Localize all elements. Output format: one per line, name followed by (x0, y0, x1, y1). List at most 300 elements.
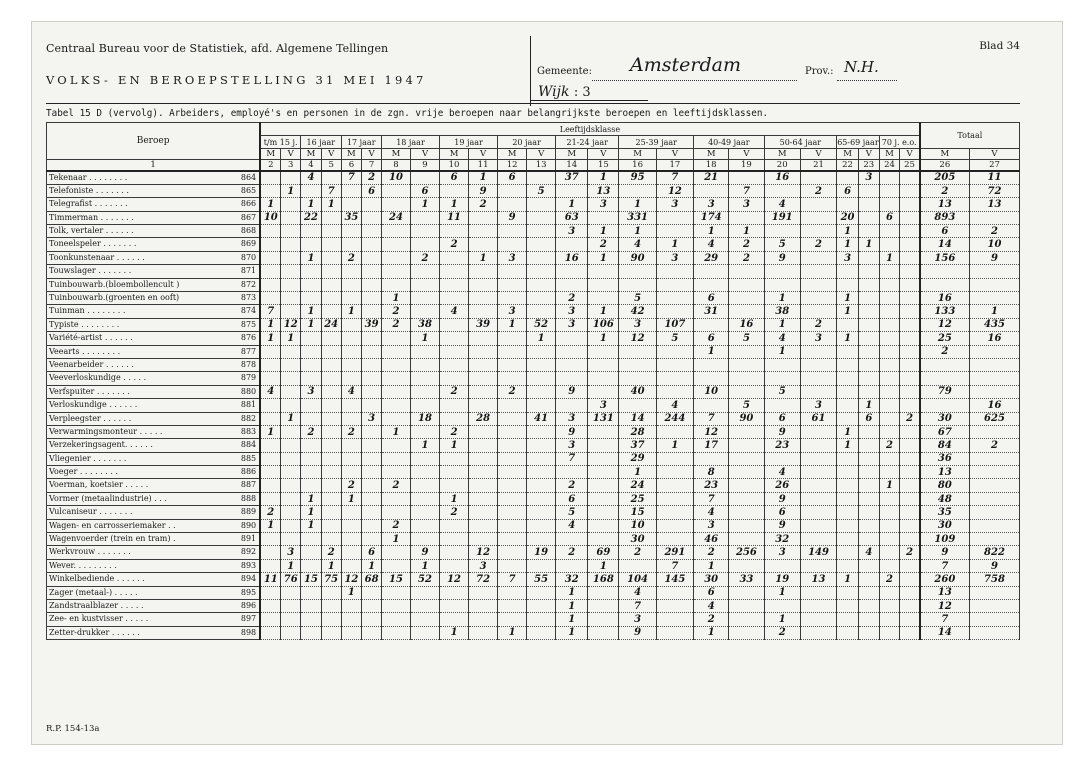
value-cell: 7 (619, 600, 656, 613)
occupation-name: Typiste . . . . . . . . (49, 319, 120, 329)
value-cell: 16 (920, 292, 970, 305)
value-cell: 21 (694, 171, 729, 184)
value-cell (411, 452, 440, 465)
value-cell (729, 358, 764, 371)
value-cell (837, 506, 859, 519)
value-cell: 4 (556, 519, 588, 532)
occupation-name: Verfspuiter . . . . . . . (49, 386, 130, 396)
value-cell: 1 (440, 439, 469, 452)
value-cell: 9 (764, 251, 800, 264)
occupation-cell (47, 466, 261, 479)
value-cell (411, 613, 440, 626)
value-cell: 106 (588, 318, 619, 331)
value-cell: 1 (837, 292, 859, 305)
value-cell (321, 519, 341, 532)
value-cell (900, 211, 920, 224)
value-cell (837, 345, 859, 358)
value-cell: 14 (619, 412, 656, 425)
value-cell (281, 305, 301, 318)
value-cell (764, 372, 800, 385)
value-cell (260, 265, 281, 278)
value-cell (656, 265, 693, 278)
value-cell: 28 (469, 412, 498, 425)
value-cell (381, 385, 410, 398)
value-cell (969, 506, 1019, 519)
value-cell: 5 (729, 399, 764, 412)
value-cell: 5 (556, 506, 588, 519)
province-underline (837, 80, 897, 81)
value-cell (301, 225, 322, 238)
female-column-header: V (362, 149, 382, 160)
occupation-name: Tuinbouwarb.(groenten en ooft) (49, 293, 180, 303)
table-row (47, 412, 1020, 425)
value-cell: 16 (764, 171, 800, 184)
value-cell (837, 278, 859, 291)
occupation-name: Toonkunstenaar . . . . . . (49, 252, 145, 262)
value-cell (440, 358, 469, 371)
value-cell: 4 (764, 466, 800, 479)
value-cell: 1 (260, 332, 281, 345)
value-cell (729, 385, 764, 398)
value-cell (362, 439, 382, 452)
value-cell: 2 (321, 546, 341, 559)
value-cell (260, 251, 281, 264)
value-cell: 95 (619, 171, 656, 184)
value-cell: 3 (619, 318, 656, 331)
age-group-header: 18 jaar (381, 136, 439, 149)
value-cell (411, 466, 440, 479)
value-cell: 2 (879, 573, 900, 586)
value-cell (588, 506, 619, 519)
value-cell: 7 (556, 452, 588, 465)
value-cell (469, 600, 498, 613)
value-cell: 4 (260, 385, 281, 398)
value-cell (498, 425, 527, 438)
value-cell: 90 (729, 412, 764, 425)
occupation-name: Verwarmingsmonteur . . . . . (49, 426, 163, 436)
value-cell: 133 (920, 305, 970, 318)
value-cell: 12 (281, 318, 301, 331)
value-cell (281, 600, 301, 613)
value-cell (858, 559, 879, 572)
occupation-name: Zee- en kustvisser . . . . . (49, 614, 149, 624)
value-cell (588, 385, 619, 398)
value-cell: 7 (321, 184, 341, 197)
male-column-header: M (920, 149, 970, 160)
value-cell (879, 278, 900, 291)
value-cell: 1 (301, 519, 322, 532)
value-cell: 4 (341, 385, 362, 398)
value-cell (469, 292, 498, 305)
value-cell (656, 626, 693, 639)
value-cell: 2 (498, 385, 527, 398)
value-cell (588, 533, 619, 546)
value-cell (858, 519, 879, 532)
value-cell: 256 (729, 546, 764, 559)
value-cell: 1 (588, 305, 619, 318)
value-cell (321, 479, 341, 492)
value-cell (411, 171, 440, 184)
value-cell (900, 171, 920, 184)
value-cell: 16 (556, 251, 588, 264)
value-cell (588, 425, 619, 438)
value-cell (381, 372, 410, 385)
value-cell: 1 (469, 251, 498, 264)
value-cell (301, 399, 322, 412)
occupation-cell (47, 292, 261, 305)
value-cell: 2 (764, 626, 800, 639)
value-cell: 109 (920, 533, 970, 546)
male-column-header: M (381, 149, 410, 160)
value-cell: 6 (362, 184, 382, 197)
form-code: R.P. 154-13a (46, 724, 100, 734)
value-cell (301, 278, 322, 291)
value-cell (900, 533, 920, 546)
value-cell (764, 184, 800, 197)
table-row (47, 425, 1020, 438)
value-cell (381, 251, 410, 264)
occupation-cell (47, 332, 261, 345)
value-cell (469, 533, 498, 546)
value-cell (879, 492, 900, 505)
value-cell (260, 184, 281, 197)
value-cell (588, 452, 619, 465)
value-cell: 6 (879, 211, 900, 224)
wijk-label: Wijk (538, 84, 570, 100)
occupation-cell (47, 318, 261, 331)
value-cell (321, 305, 341, 318)
value-cell (837, 198, 859, 211)
value-cell (498, 399, 527, 412)
value-cell: 1 (260, 318, 281, 331)
value-cell: 11 (969, 171, 1019, 184)
value-cell: 6 (440, 171, 469, 184)
table-subtitle: Tabel 15 D (vervolg). Arbeiders, employé's en personen in de zgn. vrije beroepen naar belangrijkste beroepen en leeftijdsklassen. (46, 108, 769, 119)
occupation-name: Timmerman . . . . . . . (49, 212, 134, 222)
value-cell: 1 (556, 613, 588, 626)
value-cell (498, 292, 527, 305)
wijk-field (538, 84, 591, 100)
value-cell (440, 399, 469, 412)
value-cell (858, 613, 879, 626)
value-cell (694, 278, 729, 291)
value-cell (341, 412, 362, 425)
occupation-name: Veenarbeider . . . . . . (49, 359, 134, 369)
value-cell (281, 198, 301, 211)
value-cell: 12 (341, 573, 362, 586)
value-cell (321, 506, 341, 519)
value-cell: 1 (858, 238, 879, 251)
value-cell: 16 (729, 318, 764, 331)
value-cell: 90 (619, 251, 656, 264)
value-cell: 80 (920, 479, 970, 492)
value-cell (411, 519, 440, 532)
value-cell (381, 452, 410, 465)
value-cell: 2 (729, 251, 764, 264)
value-cell (656, 600, 693, 613)
value-cell (900, 318, 920, 331)
value-cell: 3 (556, 225, 588, 238)
value-cell: 6 (764, 506, 800, 519)
value-cell (858, 332, 879, 345)
value-cell (900, 600, 920, 613)
female-column-header: V (900, 149, 920, 160)
beroep-header: Beroep (47, 123, 261, 160)
value-cell (969, 600, 1019, 613)
occupation-code: 871 (240, 266, 257, 276)
value-cell: 7 (498, 573, 527, 586)
value-cell (656, 305, 693, 318)
value-cell (469, 492, 498, 505)
occupation-name: Zetter-drukker . . . . . . (49, 627, 140, 637)
occupation-cell (47, 626, 261, 639)
value-cell: 13 (920, 466, 970, 479)
value-cell: 69 (588, 546, 619, 559)
value-cell: 4 (619, 586, 656, 599)
value-cell (301, 452, 322, 465)
organization-line: Centraal Bureau voor de Statistiek, afd. Algemene Tellingen (46, 42, 389, 55)
table-row (47, 332, 1020, 345)
occupation-code: 880 (240, 386, 257, 396)
value-cell (729, 265, 764, 278)
value-cell (411, 278, 440, 291)
column-number: 3 (281, 160, 301, 172)
value-cell (498, 613, 527, 626)
value-cell: 6 (920, 225, 970, 238)
value-cell (341, 345, 362, 358)
value-cell (800, 345, 836, 358)
value-cell (920, 358, 970, 371)
value-cell (879, 332, 900, 345)
value-cell (440, 600, 469, 613)
value-cell (656, 533, 693, 546)
value-cell (527, 466, 556, 479)
value-cell: 3 (858, 171, 879, 184)
value-cell (498, 278, 527, 291)
value-cell (260, 439, 281, 452)
value-cell (498, 332, 527, 345)
value-cell: 12 (920, 318, 970, 331)
value-cell: 2 (411, 251, 440, 264)
value-cell (440, 586, 469, 599)
value-cell: 2 (362, 171, 382, 184)
value-cell (837, 372, 859, 385)
value-cell: 2 (260, 506, 281, 519)
value-cell (588, 626, 619, 639)
value-cell (858, 533, 879, 546)
value-cell (301, 332, 322, 345)
value-cell: 4 (858, 546, 879, 559)
value-cell: 24 (321, 318, 341, 331)
value-cell: 2 (556, 546, 588, 559)
table-row (47, 372, 1020, 385)
value-cell (381, 559, 410, 572)
value-cell (527, 198, 556, 211)
value-cell (321, 265, 341, 278)
value-cell (588, 586, 619, 599)
value-cell: 7 (729, 184, 764, 197)
value-cell: 12 (694, 425, 729, 438)
value-cell (879, 533, 900, 546)
occupation-cell (47, 546, 261, 559)
value-cell (281, 265, 301, 278)
value-cell (411, 225, 440, 238)
occupation-cell (47, 425, 261, 438)
value-cell (969, 265, 1019, 278)
value-cell (588, 345, 619, 358)
value-cell: 6 (694, 292, 729, 305)
occupation-cell (47, 600, 261, 613)
value-cell: 2 (381, 318, 410, 331)
value-cell (900, 385, 920, 398)
value-cell: 822 (969, 546, 1019, 559)
value-cell (498, 452, 527, 465)
value-cell (411, 425, 440, 438)
value-cell: 9 (764, 519, 800, 532)
value-cell (900, 305, 920, 318)
value-cell (281, 278, 301, 291)
value-cell: 15 (301, 573, 322, 586)
table-row (47, 198, 1020, 211)
value-cell (321, 586, 341, 599)
table-row (47, 546, 1020, 559)
occupation-name: Voeger . . . . . . . . (49, 467, 118, 477)
column-number: 2 (260, 160, 281, 172)
value-cell (362, 198, 382, 211)
value-cell (321, 439, 341, 452)
value-cell (900, 238, 920, 251)
occupation-cell (47, 439, 261, 452)
age-group-header: 21-24 jaar (556, 136, 619, 149)
value-cell (469, 479, 498, 492)
value-cell: 33 (729, 573, 764, 586)
value-cell (321, 372, 341, 385)
value-cell (837, 412, 859, 425)
value-cell (440, 278, 469, 291)
value-cell: 1 (858, 399, 879, 412)
value-cell (879, 626, 900, 639)
value-cell (498, 586, 527, 599)
age-group-header: 16 jaar (301, 136, 341, 149)
value-cell (920, 278, 970, 291)
occupation-code: 874 (240, 306, 257, 316)
value-cell: 23 (694, 479, 729, 492)
value-cell (879, 425, 900, 438)
occupation-code: 895 (240, 587, 257, 597)
value-cell (879, 171, 900, 184)
value-cell (381, 238, 410, 251)
table-row (47, 399, 1020, 412)
value-cell (969, 385, 1019, 398)
value-cell: 2 (588, 238, 619, 251)
gemeente-value: Amsterdam (630, 54, 741, 76)
value-cell (411, 586, 440, 599)
value-cell (381, 184, 410, 197)
occupation-cell (47, 506, 261, 519)
occupation-code: 888 (240, 493, 257, 503)
value-cell: 3 (556, 305, 588, 318)
value-cell (321, 358, 341, 371)
occupation-cell (47, 412, 261, 425)
value-cell (411, 626, 440, 639)
table-row (47, 573, 1020, 586)
value-cell (858, 626, 879, 639)
value-cell (440, 184, 469, 197)
value-cell: 72 (469, 573, 498, 586)
value-cell (469, 466, 498, 479)
value-cell: 1 (321, 198, 341, 211)
value-cell: 1 (260, 519, 281, 532)
value-cell: 4 (301, 171, 322, 184)
value-cell: 2 (341, 425, 362, 438)
value-cell (498, 466, 527, 479)
value-cell (900, 479, 920, 492)
table-row (47, 345, 1020, 358)
value-cell (588, 358, 619, 371)
value-cell: 1 (411, 559, 440, 572)
value-cell (900, 225, 920, 238)
value-cell (440, 546, 469, 559)
value-cell (858, 586, 879, 599)
occupation-cell (47, 519, 261, 532)
value-cell (858, 292, 879, 305)
occupation-cell (47, 278, 261, 291)
value-cell (619, 399, 656, 412)
value-cell (469, 519, 498, 532)
occupation-name: Veeverloskundige . . . . . (49, 373, 147, 383)
value-cell: 1 (281, 184, 301, 197)
value-cell (900, 399, 920, 412)
male-column-header: M (440, 149, 469, 160)
value-cell: 17 (694, 439, 729, 452)
value-cell (837, 492, 859, 505)
value-cell (341, 332, 362, 345)
value-cell (837, 479, 859, 492)
value-cell: 1 (969, 305, 1019, 318)
value-cell (301, 184, 322, 197)
value-cell: 2 (900, 412, 920, 425)
value-cell (879, 265, 900, 278)
value-cell (411, 533, 440, 546)
value-cell (281, 479, 301, 492)
value-cell (440, 332, 469, 345)
occupation-age-table (46, 122, 1020, 640)
value-cell (469, 586, 498, 599)
value-cell (341, 613, 362, 626)
value-cell: 6 (411, 184, 440, 197)
table-row (47, 278, 1020, 291)
value-cell: 1 (619, 198, 656, 211)
value-cell: 9 (619, 626, 656, 639)
value-cell (879, 412, 900, 425)
value-cell (301, 466, 322, 479)
value-cell (900, 358, 920, 371)
value-cell (837, 399, 859, 412)
value-cell (556, 466, 588, 479)
value-cell (858, 372, 879, 385)
column-number: 7 (362, 160, 382, 172)
value-cell (362, 479, 382, 492)
value-cell (588, 439, 619, 452)
value-cell (260, 546, 281, 559)
value-cell (469, 425, 498, 438)
value-cell (381, 613, 410, 626)
value-cell (729, 372, 764, 385)
female-column-header: V (800, 149, 836, 160)
value-cell (321, 345, 341, 358)
value-cell (764, 452, 800, 465)
occupation-code: 883 (240, 426, 257, 436)
